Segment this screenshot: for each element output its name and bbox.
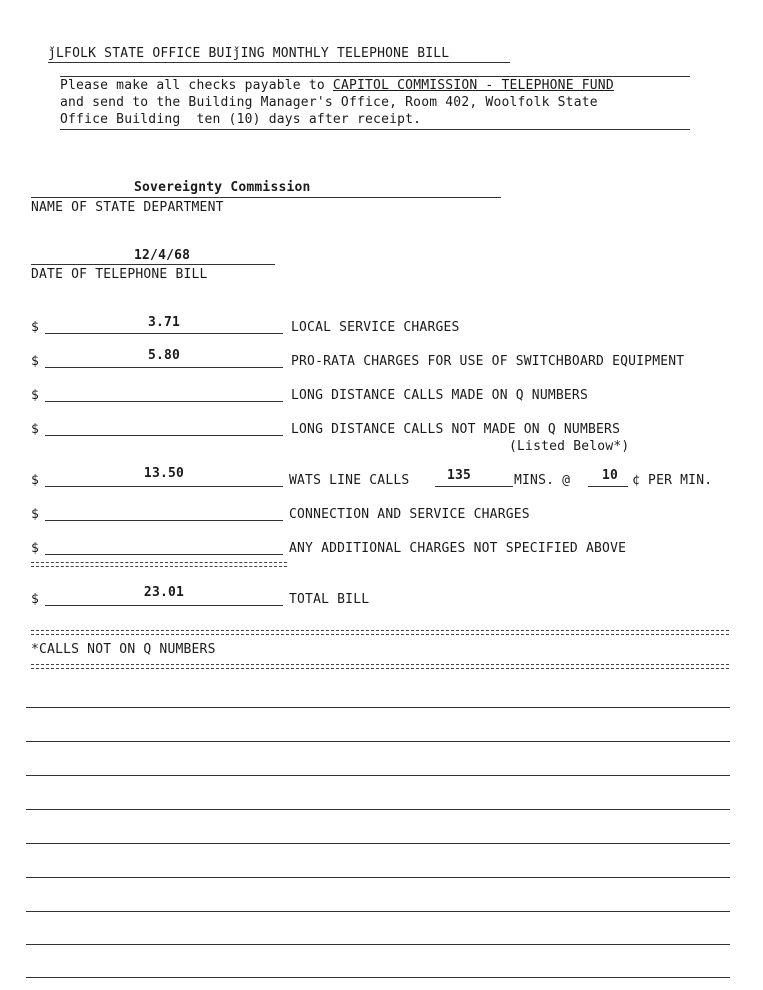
dollar-sign: $ [31,354,40,369]
wats-label-suffix: ¢ PER MIN. [632,473,713,488]
call-entry-line [26,977,730,978]
call-entry-line [26,707,730,708]
pro-rata-amount: 5.80 [147,348,181,363]
ld-q-label: LONG DISTANCE CALLS MADE ON Q NUMBERS [291,388,588,403]
call-entry-line [26,775,730,776]
dollar-sign: $ [31,320,40,335]
amount-line [45,333,283,334]
call-entry-line [26,944,730,945]
pro-rata-label: PRO-RATA CHARGES FOR USE OF SWITCHBOARD EQUIPMENT [291,354,685,369]
local-service-label: LOCAL SERVICE CHARGES [291,320,460,335]
dollar-sign: $ [31,507,40,522]
amount-line [45,605,283,606]
bill-date-line [31,264,275,265]
wats-rate: 10 [602,468,619,483]
connection-label: CONNECTION AND SERVICE CHARGES [289,507,530,522]
instructions-line-3: Office Building ten (10) days after receipt. [60,112,422,127]
wats-label-prefix: WATS LINE CALLS [289,473,410,488]
wats-amount: 13.50 [143,466,185,481]
amount-line [45,486,283,487]
instructions-line-2: and send to the Building Manager's Office, Room 402, Woolfolk State [60,95,598,110]
dollar-sign: $ [31,422,40,437]
calls-heading-double-rule [31,664,729,669]
instructions-line-1 [60,78,614,94]
ld-non-q-label: LONG DISTANCE CALLS NOT MADE ON Q NUMBERS [291,422,621,437]
call-entry-line [26,809,730,810]
bill-date-label: DATE OF TELEPHONE BILL [31,267,208,282]
total-amount: 23.01 [143,585,185,600]
calls-heading: *CALLS NOT ON Q NUMBERS [31,642,216,657]
form-title: ǰLFOLK STATE OFFICE BUIǰING MONTHLY TELEPHONE BILL [48,46,450,61]
amount-line [45,520,283,521]
local-service-amount: 3.71 [147,315,181,330]
amount-line [45,401,283,402]
dollar-sign: $ [31,473,40,488]
wats-minutes: 135 [447,468,472,483]
instructions-prefix: Please make all checks payable to [60,78,333,93]
total-label: TOTAL BILL [289,592,370,607]
title-underline [48,62,510,63]
department-line [31,197,501,198]
department-label: NAME OF STATE DEPARTMENT [31,200,224,215]
rate-line [588,486,628,487]
ld-non-q-sublabel: (Listed Below*) [509,439,630,454]
dollar-sign: $ [31,592,40,607]
call-entry-line [26,843,730,844]
subtotal-double-rule [31,562,287,567]
instructions-top-rule [60,76,690,77]
call-entry-line [26,741,730,742]
bill-date-value: 12/4/68 [134,248,191,263]
calls-top-double-rule [31,630,729,635]
instructions-bottom-rule [60,129,690,130]
dollar-sign: $ [31,541,40,556]
additional-label: ANY ADDITIONAL CHARGES NOT SPECIFIED ABOVE [289,541,627,556]
dollar-sign: $ [31,388,40,403]
amount-line [45,554,283,555]
amount-line [45,367,283,368]
department-value: Sovereignty Commission [134,180,311,195]
call-entry-line [26,911,730,912]
payee-name: CAPITOL COMMISSION - TELEPHONE FUND [332,78,614,93]
amount-line [45,435,283,436]
wats-label-mid: MINS. @ [514,473,571,488]
call-entry-line [26,877,730,878]
minutes-line [435,486,513,487]
